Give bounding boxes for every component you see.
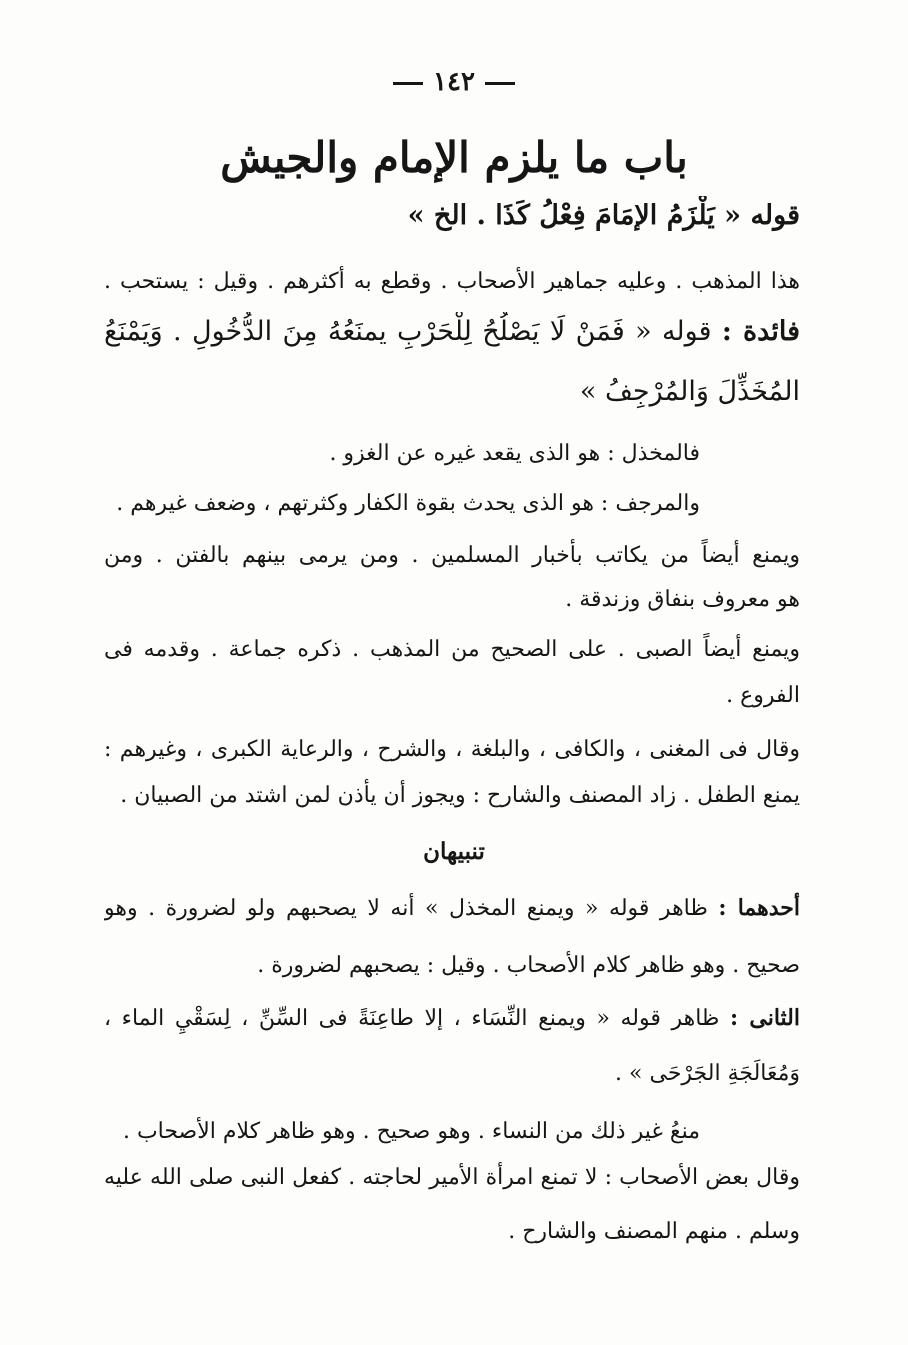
paragraph-line: ويمنع أيضاً من يكاتب بأخبار المسلمين . ومن يرمى بينهم بالفتن . ومن: [104, 543, 800, 568]
paragraph-line: هذا المذهب . وعليه جماهير الأصحاب . وقطع به أكثرهم . وقيل : يستحب .: [104, 269, 800, 294]
definition-murjif: والمرجف : هو الذى يحدث بقوة الكفار وكثرتهم ، وضعف غيرهم .: [116, 491, 700, 516]
paragraph-line: منعُ غير ذلك من النساء . وهو صحيح . وهو ظاهر كلام الأصحاب .: [122, 1119, 700, 1144]
note-2-line-1: الثانى : ظاهر قوله « ويمنع النِّسَاء ، إلا طاعِنَةً فى السِّنِّ ، لِسَقْيِ الماء ،: [104, 1005, 800, 1031]
note-2-label: الثانى :: [730, 1005, 800, 1031]
paragraph-line: ويمنع أيضاً الصبى . على الصحيح من المذهب . ذكره جماعة . وقدمه فى: [104, 637, 800, 662]
paragraph-line: الفروع .: [726, 683, 800, 708]
page-number: ١٤٢: [0, 66, 908, 98]
paragraph-line: هو معروف بنفاق وزندقة .: [565, 587, 800, 612]
paragraph-line: يمنع الطفل . زاد المصنف والشارح : ويجوز أن يأذن لمن اشتد من الصبيان .: [120, 783, 800, 808]
tanbihan-heading: تنبيهان: [423, 838, 485, 865]
page-number-dash-left: [393, 82, 423, 85]
page-number-dash-right: [485, 82, 515, 85]
paragraph-line: وسلم . منهم المصنف والشارح .: [508, 1219, 800, 1244]
note-1-line-1: أحدهما : ظاهر قوله « ويمنع المخذل » أنه لا يصحبهم ولو لضرورة . وهو: [104, 895, 800, 921]
fa-ida-label: فائدة :: [721, 316, 800, 347]
definition-mukhadhil: فالمخذل : هو الذى يقعد غيره عن الغزو .: [329, 441, 700, 466]
note-1-line-2: صحيح . وهو ظاهر كلام الأصحاب . وقيل : يصحبهم لضرورة .: [257, 953, 800, 978]
quote-text: قوله « فَمَنْ لَا يَصْلُحُ لِلْحَرْبِ يمنَعُهُ مِنَ الدُّخُولِ . وَيَمْنَعُ: [104, 316, 712, 347]
quote-heading-2-line-1: [104, 312, 800, 352]
paragraph-line: وقال بعض الأصحاب : لا تمنع امرأة الأمير لحاجته . كفعل النبى صلى الله عليه: [104, 1165, 800, 1190]
note-2-line-2: وَمُعَالَجَةِ الجَرْحَى » .: [615, 1061, 800, 1086]
quote-heading-2-line-2: المُخَذِّلَ وَالمُرْجِفُ »: [579, 376, 800, 407]
paragraph-line: وقال فى المغنى ، والكافى ، والبلغة ، والشرح ، والرعاية الكبرى ، وغيرهم :: [104, 737, 800, 762]
quote-heading-1: قوله « يَلْزَمُ الإمَامَ فِعْلُ كَذَا . الخ »: [407, 200, 800, 231]
note-1-label: أحدهما :: [718, 895, 800, 921]
chapter-title: باب ما يلزم الإمام والجيش: [220, 133, 688, 182]
